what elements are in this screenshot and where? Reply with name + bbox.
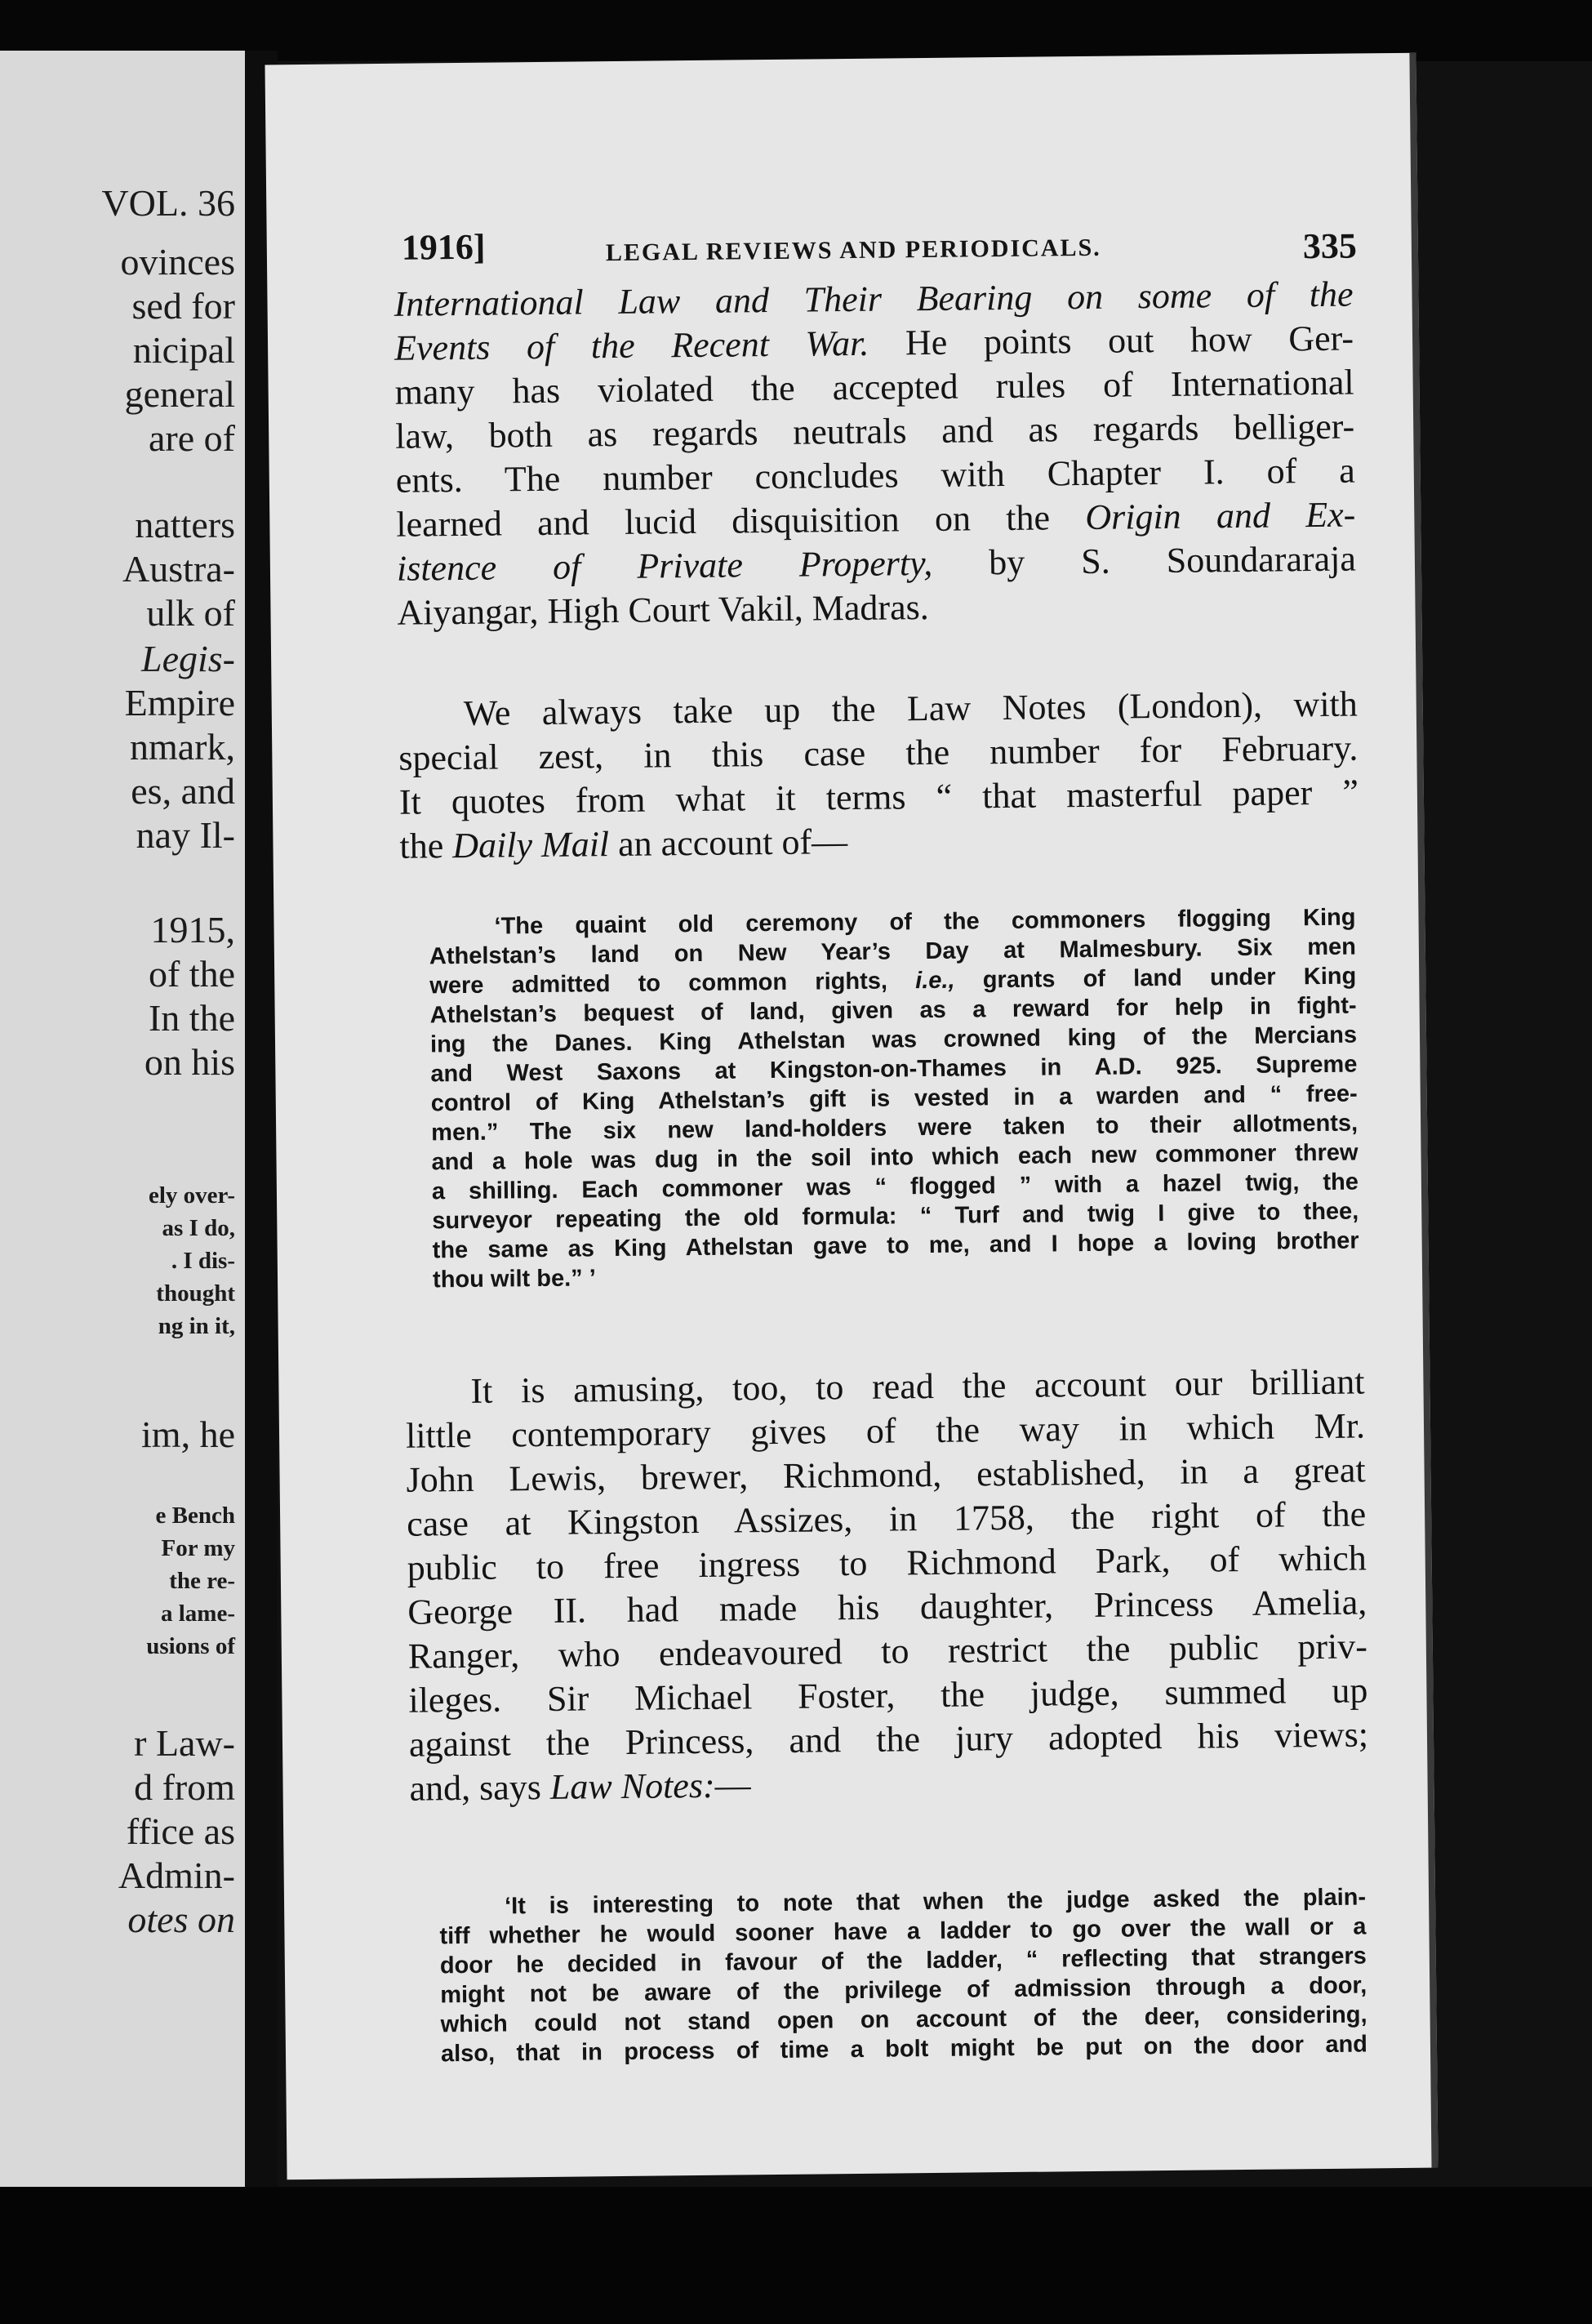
quote-line: door he decided in favour of the ladder, “ reflecting that strangers: [439, 1943, 1367, 1979]
left-page-line: of the: [148, 953, 235, 995]
left-page-line: e Bench: [155, 1503, 235, 1529]
left-page-line: otes on: [127, 1899, 235, 1940]
left-page-line: as I do,: [162, 1215, 235, 1241]
scan-border-bottom: [0, 2187, 1592, 2324]
left-page-line: usions of: [146, 1633, 235, 1659]
left-page-line: Legis-: [141, 638, 235, 679]
body-line: against the Princess, and the jury adopted his views;: [408, 1714, 1369, 1765]
body-line: We always take up the Law Notes (London), with: [463, 683, 1359, 733]
quote-line: a shilling. Each commoner was “ flogged ” with a hazel twig, the: [431, 1169, 1359, 1205]
body-line: John Lewis, brewer, Richmond, established, in a great: [406, 1449, 1366, 1500]
body-line: case at Kingston Assizes, in 1758, the right of the: [406, 1494, 1367, 1544]
left-page-line: nmark,: [129, 726, 235, 768]
quote-line: the same as King Athelstan gave to me, and I hope a loving brother: [432, 1227, 1359, 1264]
left-page-line: Empire: [124, 682, 235, 723]
body-line: many has violated the accepted rules of International: [394, 362, 1354, 412]
body-line: istence of Private Property, by S. Soundararaja: [396, 538, 1357, 589]
left-page-line: the re-: [169, 1568, 235, 1594]
left-page-line: on his: [144, 1041, 235, 1083]
left-page-line: general: [124, 373, 235, 415]
main-page: [265, 53, 1438, 2180]
left-page-line: thought: [156, 1280, 235, 1307]
left-page-line: ovinces: [120, 241, 235, 283]
left-page-line: Admin-: [118, 1854, 235, 1896]
quote-line: Athelstan’s bequest of land, given as a reward for help in fight-: [429, 992, 1357, 1029]
body-line: ileges. Sir Michael Foster, the judge, summed up: [408, 1670, 1368, 1721]
body-line: learned and lucid disquisition on the Origin and Ex-: [396, 494, 1356, 545]
quote-line: and West Saxons at Kingston-on-Thames in A.D. 925. Supreme: [430, 1051, 1358, 1088]
body-line: law, both as regards neutrals and as regards belliger-: [394, 406, 1355, 456]
body-line: the Daily Mail an account of—: [399, 821, 848, 866]
body-line: and, says Law Notes:—: [409, 1765, 751, 1809]
quote-line: thou wilt be.” ’: [432, 1265, 596, 1293]
quote-line: might not be aware of the privilege of admission through a door,: [440, 1972, 1367, 2009]
left-page-line: r Law-: [134, 1722, 235, 1764]
body-line: It quotes from what it terms “ that masterful paper ”: [398, 772, 1359, 822]
body-line: public to free ingress to Richmond Park, of which: [407, 1538, 1367, 1588]
left-page-line: ely over-: [148, 1182, 235, 1209]
body-line: Events of the Recent War. He points out how Ger-: [394, 318, 1354, 368]
left-page-line: ulk of: [146, 592, 235, 634]
body-line: Aiyangar, High Court Vakil, Madras.: [397, 586, 929, 633]
left-page-line: d from: [134, 1766, 235, 1808]
left-page-line: natters: [135, 504, 235, 545]
quote-line: also, that in process of time a bolt might be put on the door and: [440, 2031, 1368, 2068]
quote-line: ing the Danes. King Athelstan was crowned king of the Mercians: [429, 1022, 1358, 1058]
left-page-edge: [0, 51, 245, 2194]
quote-line: surveyor repeating the old formula: “ Turf and twig I give to thee,: [432, 1198, 1359, 1235]
left-page-line: es, and: [131, 770, 235, 812]
left-page-line: VOL. 36: [101, 182, 235, 224]
quote-line: and a hole was dug in the soil into which each new commoner threw: [431, 1139, 1359, 1176]
body-line: ents. The number concludes with Chapter I. of a: [395, 450, 1356, 501]
left-page-line: ng in it,: [158, 1313, 235, 1339]
body-line: special zest, in this case the number for February.: [398, 728, 1359, 778]
quote-line: ‘The quaint old ceremony of the commoners flogging King: [494, 904, 1356, 940]
left-page-line: are of: [149, 417, 235, 459]
quote-line: tiff whether he would sooner have a ladder to go over the wall or a: [439, 1913, 1367, 1950]
left-page-line: a lame-: [161, 1601, 235, 1627]
running-title: LEGAL REVIEWS AND PERIODICALS.: [605, 234, 1101, 267]
header-year: 1916]: [401, 226, 486, 268]
left-page-line: sed for: [131, 285, 235, 327]
left-page-line: ffice as: [126, 1810, 235, 1852]
left-page-line: nay Il-: [136, 814, 235, 856]
left-page-line: im, he: [141, 1414, 235, 1455]
quote-line: ‘It is interesting to note that when the judge asked the plain-: [504, 1884, 1367, 1920]
quote-line: were admitted to common rights, i.e., grants of land under King: [429, 963, 1357, 999]
body-line: little contemporary gives of the way in which Mr.: [405, 1405, 1366, 1456]
quote-line: Athelstan’s land on New Year’s Day at Malmesbury. Six men: [429, 933, 1357, 970]
left-page-line: 1915,: [150, 909, 235, 951]
page-number: 335: [1302, 225, 1358, 267]
quote-line: control of King Athelstan’s gift is vested in a warden and “ free-: [430, 1080, 1358, 1117]
quote-line: men.” The six new land-holders were taken to their allotments,: [431, 1110, 1359, 1146]
left-page-line: Austra-: [122, 548, 235, 590]
left-page-line: For my: [161, 1535, 235, 1561]
left-page-line: In the: [148, 997, 235, 1039]
quote-line: which could not stand open on account of the deer, considering,: [440, 2001, 1367, 2038]
left-page-line: . I dis-: [171, 1248, 235, 1274]
body-line: Ranger, who endeavoured to restrict the public priv-: [407, 1626, 1368, 1676]
left-page-line: nicipal: [132, 329, 235, 371]
body-line: International Law and Their Bearing on some of the: [394, 274, 1354, 324]
body-line: It is amusing, too, to read the account our brilliant: [470, 1361, 1365, 1411]
body-line: George II. had made his daughter, Princess Amelia,: [407, 1582, 1367, 1632]
